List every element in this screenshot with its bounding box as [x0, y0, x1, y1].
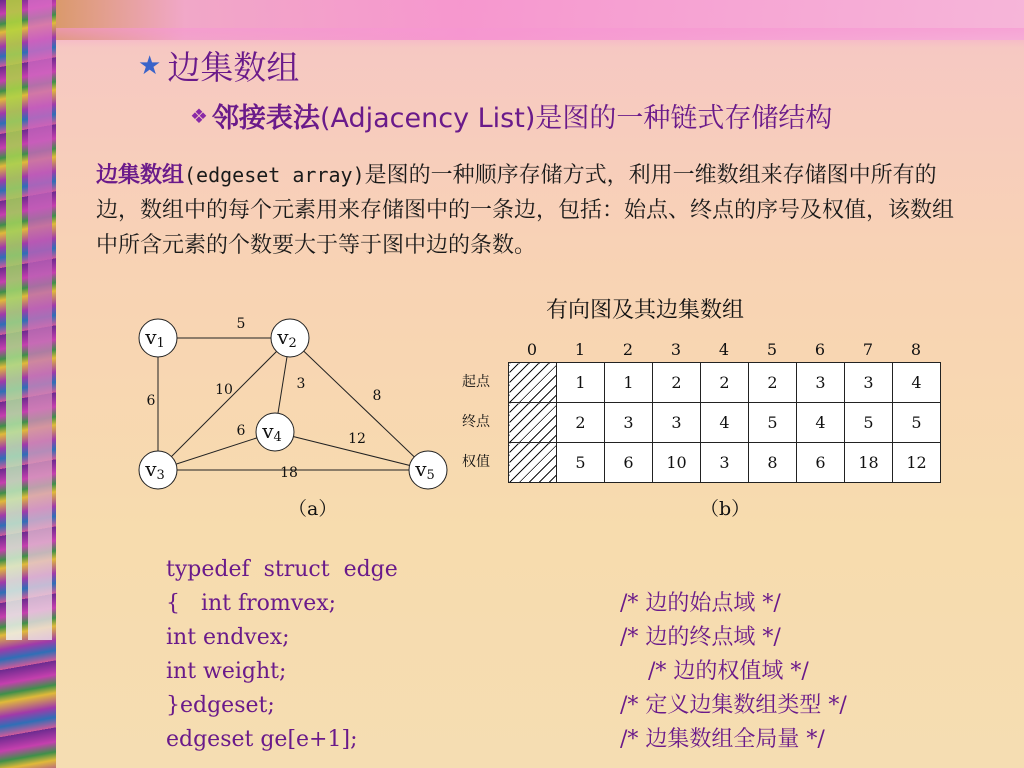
table-cell: 1 — [557, 363, 605, 403]
edgeset-table — [462, 336, 941, 483]
table-cell: 8 — [749, 443, 797, 483]
table-row — [509, 363, 941, 403]
node-label: v2 — [277, 325, 297, 351]
edge-weight-label: 12 — [348, 431, 366, 447]
edge-weight-label: 6 — [236, 423, 246, 439]
code-line — [166, 553, 398, 587]
definition-paragraph — [96, 158, 956, 263]
code-text: edgeset ge[e+1]; — [166, 727, 358, 752]
edge-weight-label: 6 — [146, 393, 156, 409]
table-cell: 5 — [845, 403, 893, 443]
table-cell: 6 — [605, 443, 653, 483]
code-text: }edgeset; — [166, 693, 275, 718]
unused-cell-hatch — [509, 403, 557, 443]
edge-weight-label: 8 — [372, 388, 382, 404]
table-cell: 3 — [605, 403, 653, 443]
edge-weight-label: 18 — [280, 465, 298, 481]
table-cell: 5 — [893, 403, 941, 443]
slide-title — [138, 42, 299, 89]
figure-caption: 有向图及其边集数组 — [546, 298, 745, 323]
column-index: 3 — [670, 339, 682, 359]
node-label: v4 — [262, 419, 282, 445]
column-index: 4 — [718, 339, 730, 359]
table-cell: 2 — [749, 363, 797, 403]
diamond-bullet-icon: ❖ — [190, 103, 208, 128]
graph-node-v2 — [271, 319, 309, 357]
table-cell: 4 — [797, 403, 845, 443]
slide-subtitle — [190, 96, 832, 135]
paragraph-text: 是图的一种顺序存储方式，利用一维数组来存储图中所有的边，数组中的每个元素用来存储图中的一条边，包括：始点、终点的序号及权值，该数组中所含元素的个数要大于等于图中边的条数。 — [96, 163, 955, 258]
graph-node-v5 — [409, 451, 447, 489]
left-decoration-green — [6, 0, 22, 640]
column-index: 2 — [622, 339, 634, 359]
code-text: int weight; — [166, 659, 287, 684]
column-index: 5 — [766, 339, 778, 359]
table-cell: 12 — [893, 443, 941, 483]
code-line — [166, 587, 781, 621]
column-index: 7 — [862, 339, 874, 359]
table-cell: 5 — [557, 443, 605, 483]
subtitle-lead: 邻接表法 — [211, 103, 320, 134]
row-labels — [462, 362, 508, 483]
code-comment: /* 边的终点域 */ — [620, 625, 781, 650]
table-cell: 10 — [653, 443, 701, 483]
graph-edge-v2-v5 — [290, 338, 428, 470]
table-cell: 3 — [845, 363, 893, 403]
graph-diagram — [130, 310, 450, 496]
code-text: { int fromvex; — [166, 591, 337, 616]
code-comment: /* 边的权值域 */ — [648, 659, 809, 684]
unused-cell-hatch — [509, 443, 557, 483]
paragraph-keyword: 边集数组 — [96, 162, 185, 188]
table-cell: 4 — [893, 363, 941, 403]
paragraph-term: (edgeset array) — [184, 163, 365, 187]
figure-label-b: （b） — [700, 498, 751, 520]
column-index: 6 — [814, 339, 826, 359]
code-comment: /* 边的始点域 */ — [620, 591, 781, 616]
code-block — [166, 553, 847, 757]
code-comment: /* 定义边集数组类型 */ — [620, 693, 847, 718]
table-cell: 2 — [557, 403, 605, 443]
code-line — [166, 655, 809, 689]
code-text: typedef struct edge — [166, 557, 398, 582]
edge-weight-label: 10 — [215, 382, 233, 398]
table-cell: 2 — [653, 363, 701, 403]
table-cell: 4 — [701, 403, 749, 443]
edge-weight-label: 5 — [236, 316, 246, 332]
table-row — [509, 443, 941, 483]
code-line — [166, 723, 825, 757]
graph-node-v3 — [139, 451, 177, 489]
figure-label-a: （a） — [288, 498, 338, 520]
index-row — [508, 336, 941, 362]
table-cell: 3 — [653, 403, 701, 443]
subtitle-rest: (Adjacency List)是图的一种链式存储结构 — [319, 103, 833, 134]
code-text: int endvex; — [166, 625, 290, 650]
table-cell: 6 — [797, 443, 845, 483]
edgeset-grid — [508, 362, 941, 483]
code-comment: /* 边集数组全局量 */ — [620, 727, 825, 752]
node-label: v1 — [145, 325, 165, 351]
table-cell: 1 — [605, 363, 653, 403]
edge-weight-label: 3 — [296, 376, 306, 392]
table-cell: 3 — [701, 443, 749, 483]
graph-node-v1 — [139, 319, 177, 357]
row-label: 终点 — [462, 414, 490, 430]
column-index: 0 — [526, 339, 538, 359]
node-label: v3 — [145, 457, 165, 483]
row-label: 权值 — [462, 454, 490, 470]
table-cell: 3 — [797, 363, 845, 403]
column-index: 1 — [574, 339, 586, 359]
code-line — [166, 689, 847, 723]
graph-node-v4 — [256, 413, 294, 451]
table-cell: 18 — [845, 443, 893, 483]
left-decoration-pink — [28, 0, 52, 640]
star-icon: ★ — [138, 50, 162, 81]
column-index: 8 — [910, 339, 922, 359]
table-cell: 2 — [701, 363, 749, 403]
table-row — [509, 403, 941, 443]
node-label: v5 — [415, 457, 435, 483]
row-label: 起点 — [462, 374, 490, 390]
code-line — [166, 621, 781, 655]
table-cell: 5 — [749, 403, 797, 443]
unused-cell-hatch — [509, 363, 557, 403]
slide-title-text: 边集数组 — [167, 48, 300, 87]
